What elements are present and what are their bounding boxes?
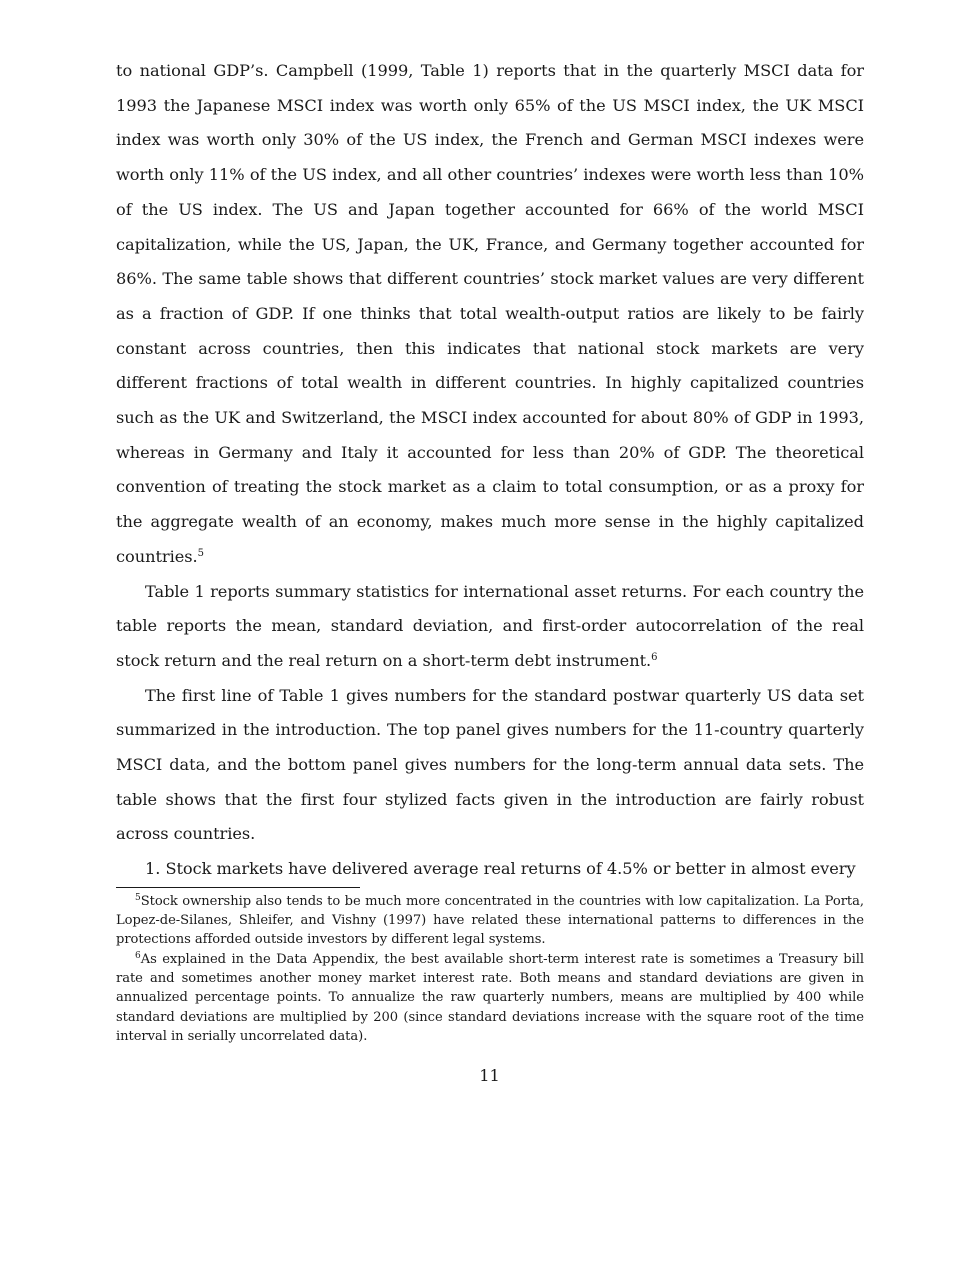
- footnote-6: [116, 950, 864, 1046]
- footnote-6-mark: 6: [135, 950, 141, 961]
- footnote-5-text: Stock ownership also tends to be much more concentrated in the countries with low capitalization. La Porta, Lopez-de-Silanes, Shleifer, and Vishny (1997) have related these international patterns to differences in the protections afforded outside investors by different legal systems.: [116, 893, 864, 948]
- footnote-ref-6: 6: [651, 651, 658, 663]
- footnotes: [116, 892, 864, 1046]
- body-text: [116, 54, 864, 887]
- footnote-5-mark: 5: [135, 892, 141, 903]
- paragraph-3: The first line of Table 1 gives numbers for the standard postwar quarterly US data set summarized in the introduction. The top panel gives numbers for the 11-country quarterly MSCI data, and the bottom panel gives numbers for the long-term annual data sets. The table shows that the first four stylized facts given in the introduction are fairly robust across countries.: [116, 685, 864, 844]
- paragraph-1-text: to national GDP’s. Campbell (1999, Table 1) reports that in the quarterly MSCI data for 1993 the Japanese MSCI index was worth only 65% of the US MSCI index, the UK MSCI index was worth only 30% of the US index, the French and German MSCI indexes were worth only 11% of the US index, and all other countries’ indexes were worth less than 10% of the US index. The US and Japan together accounted for 66% of the world MSCI capitalization, while the US, Japan, the UK, France, and Germany together accounted for 86%. The same table shows that different countries’ stock market values are very different as a fraction of GDP. If one thinks that total wealth-output ratios are likely to be fairly constant across countries, then this indicates that national stock markets are very different fractions of total wealth in different countries. In highly capitalized countries such as the UK and Switzerland, the MSCI index accounted for about 80% of GDP in 1993, whereas in Germany and Italy it accounted for less than 20% of GDP. The theoretical convention of treating the stock market as a claim to total consumption, or as a proxy for the aggregate wealth of an economy, makes much more sense in the highly capitalized countries.: [116, 61, 864, 566]
- page-number: 11: [479, 1066, 500, 1085]
- paragraph-2: [116, 575, 864, 679]
- paragraph-1: [116, 54, 864, 575]
- footnote-ref-5: 5: [197, 547, 204, 559]
- paragraph-4-list-item: 1. Stock markets have delivered average real returns of 4.5% or better in almost every: [145, 859, 856, 879]
- paragraph-2-text: Table 1 reports summary statistics for international asset returns. For each country the table reports the mean, standard deviation, and first-order autocorrelation of the real stock return and the real return on a short-term debt instrument.: [116, 581, 864, 670]
- page-content: [116, 54, 864, 1046]
- footnote-divider: [116, 887, 360, 888]
- footnote-5: [116, 892, 864, 950]
- footnote-6-text: As explained in the Data Appendix, the best available short-term interest rate is sometimes a Treasury bill rate and sometimes another money market interest rate. Both means and standard deviations are given in annualized percentage points. To annualize the raw quarterly numbers, means are multiplied by 400 while standard deviations are multiplied by 200 (since standard deviations increase with the square root of the time interval in serially uncorrelated data).: [116, 951, 864, 1044]
